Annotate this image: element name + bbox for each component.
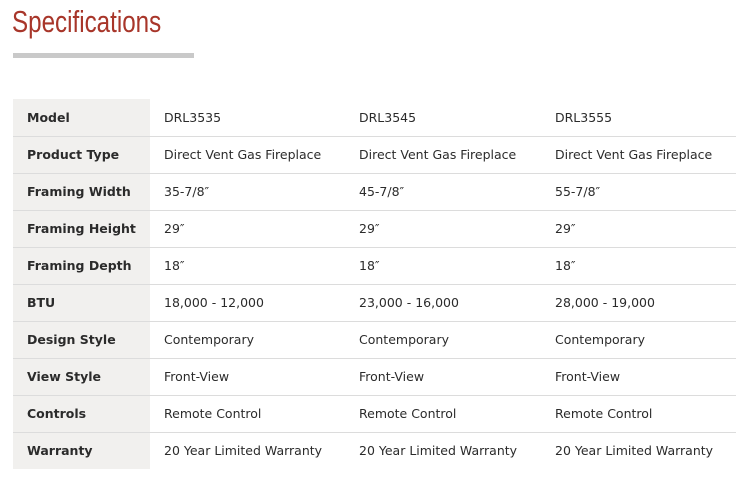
specifications-table <box>13 99 736 469</box>
spec-value: DRL3535 <box>150 99 345 136</box>
spec-value: 20 Year Limited Warranty <box>555 443 714 459</box>
spec-label: Controls <box>13 395 150 432</box>
spec-value: 20 Year Limited Warranty <box>164 443 323 459</box>
spec-label: Framing Height <box>13 210 150 247</box>
spec-value: 55-7/8″ <box>541 173 736 210</box>
spec-value: 20 Year Limited Warranty <box>359 443 518 459</box>
spec-row <box>13 99 736 136</box>
spec-row <box>13 284 736 321</box>
spec-label: Design Style <box>13 321 150 358</box>
spec-row <box>13 210 736 247</box>
spec-label: Product Type <box>13 136 150 173</box>
spec-label: BTU <box>13 284 150 321</box>
spec-value: Contemporary <box>541 321 736 358</box>
spec-value: Direct Vent Gas Fireplace <box>541 136 736 173</box>
spec-value: DRL3555 <box>541 99 736 136</box>
spec-value: 29″ <box>150 210 345 247</box>
spec-label: Warranty <box>13 432 150 469</box>
spec-label: Model <box>13 99 150 136</box>
spec-value: 28,000 - 19,000 <box>541 284 736 321</box>
spec-value: 18″ <box>150 247 345 284</box>
spec-row <box>13 395 736 432</box>
spec-value: 23,000 - 16,000 <box>345 284 541 321</box>
spec-value: 18,000 - 12,000 <box>150 284 345 321</box>
spec-value: DRL3545 <box>345 99 541 136</box>
spec-value: Front-View <box>345 358 541 395</box>
spec-value: Contemporary <box>150 321 345 358</box>
spec-value: Direct Vent Gas Fireplace <box>345 136 541 173</box>
spec-label: Framing Depth <box>13 247 150 284</box>
spec-value: Front-View <box>150 358 345 395</box>
spec-value: Remote Control <box>150 395 345 432</box>
title-underline <box>13 53 194 58</box>
spec-value: 35-7/8″ <box>150 173 345 210</box>
spec-value: 18″ <box>345 247 541 284</box>
spec-value: Remote Control <box>541 395 736 432</box>
spec-value: 29″ <box>345 210 541 247</box>
spec-row <box>13 247 736 284</box>
spec-value: 29″ <box>541 210 736 247</box>
spec-label: Framing Width <box>13 173 150 210</box>
spec-value: 45-7/8″ <box>345 173 541 210</box>
spec-value: Remote Control <box>345 395 541 432</box>
spec-value: 18″ <box>541 247 736 284</box>
spec-row <box>13 358 736 395</box>
spec-row <box>13 432 736 469</box>
page-title: Specifications <box>12 4 162 39</box>
spec-value: Front-View <box>541 358 736 395</box>
spec-row <box>13 321 736 358</box>
spec-row <box>13 136 736 173</box>
spec-value: Direct Vent Gas Fireplace <box>150 136 345 173</box>
spec-row <box>13 173 736 210</box>
spec-label: View Style <box>13 358 150 395</box>
spec-value: Contemporary <box>345 321 541 358</box>
